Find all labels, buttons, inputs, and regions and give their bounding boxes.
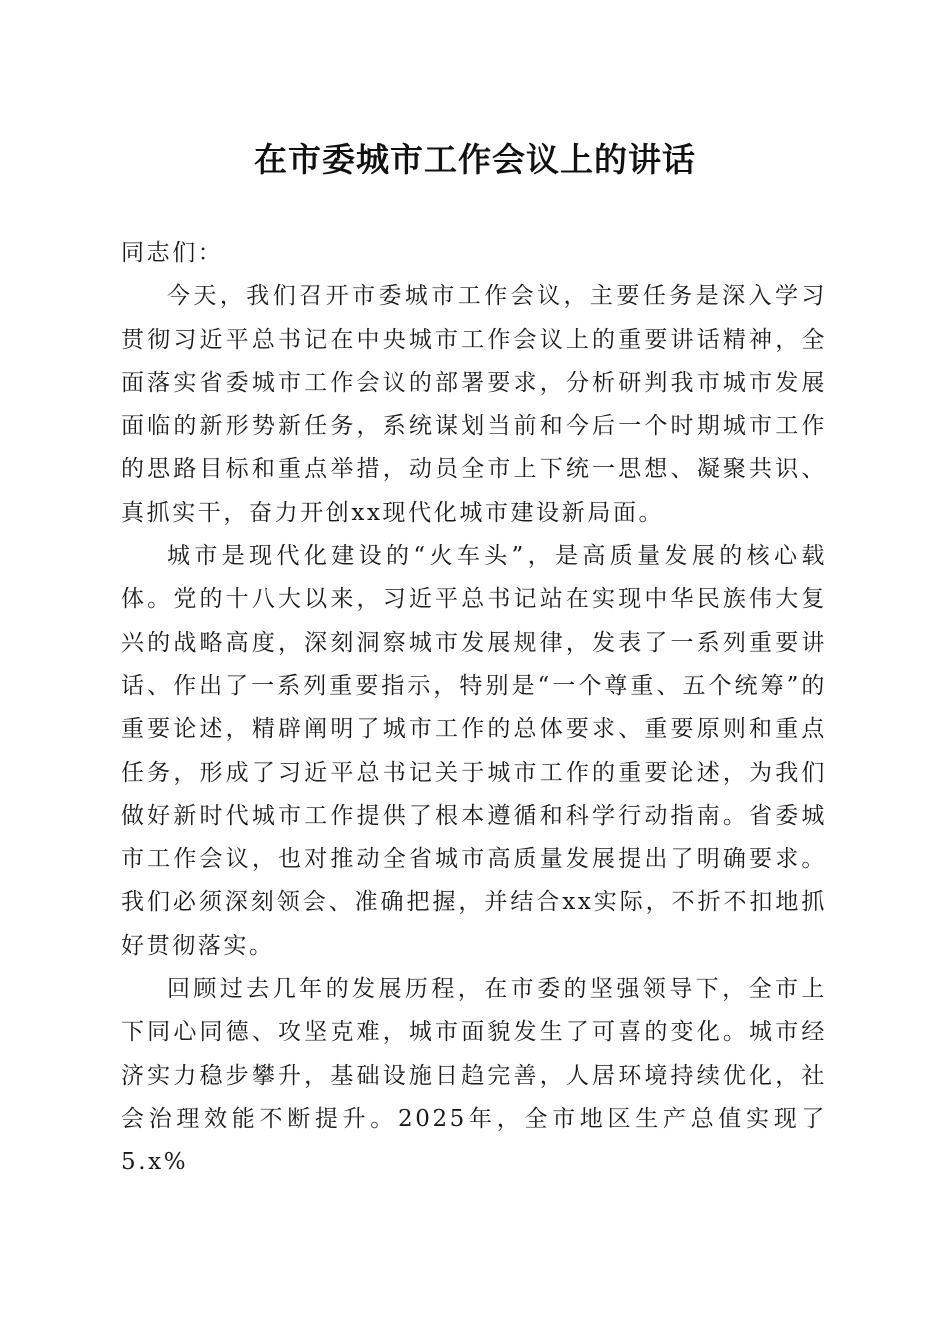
salutation: 同志们： [121,240,224,266]
document-title: 在市委城市工作会议上的讲话 [254,140,696,179]
paragraph-3: 回顾过去几年的发展历程，在市委的坚强领导下，全市上下同心同德、攻坚克难，城市面貌发生了可喜的变化。城市经济实力稳步攀升，基础设施日趋完善，人居环境持续优化，社会治理效能不断提升。2025年，全市地区生产总值实现了5.x% [121,976,827,1176]
document-body [121,232,827,1185]
paragraph-1: 今天，我们召开市委城市工作会议，主要任务是深入学习贯彻习近平总书记在中央城市工作会议上的重要讲话精神，全面落实省委城市工作会议的部署要求，分析研判我市城市发展面临的新形势新任务，系统谋划当前和今后一个时期城市工作的思路目标和重点举措，动员全市上下统一思想、凝聚共识、真抓实干，奋力开创xx现代化城市建设新局面。 [121,283,827,526]
paragraph-2: 城市是现代化建设的“火车头”，是高质量发展的核心载体。党的十八大以来，习近平总书记站在实现中华民族伟大复兴的战略高度，深刻洞察城市发展规律，发表了一系列重要讲话、作出了一系列重要指示，特别是“一个尊重、五个统筹”的重要论述，精辟阐明了城市工作的总体要求、重要原则和重点任务，形成了习近平总书记关于城市工作的重要论述，为我们做好新时代城市工作提供了根本遵循和科学行动指南。省委城市工作会议，也对推动全省城市高质量发展提出了明确要求。我们必须深刻领会、准确把握，并结合xx实际，不折不扣地抓好贯彻落实。 [121,543,827,959]
